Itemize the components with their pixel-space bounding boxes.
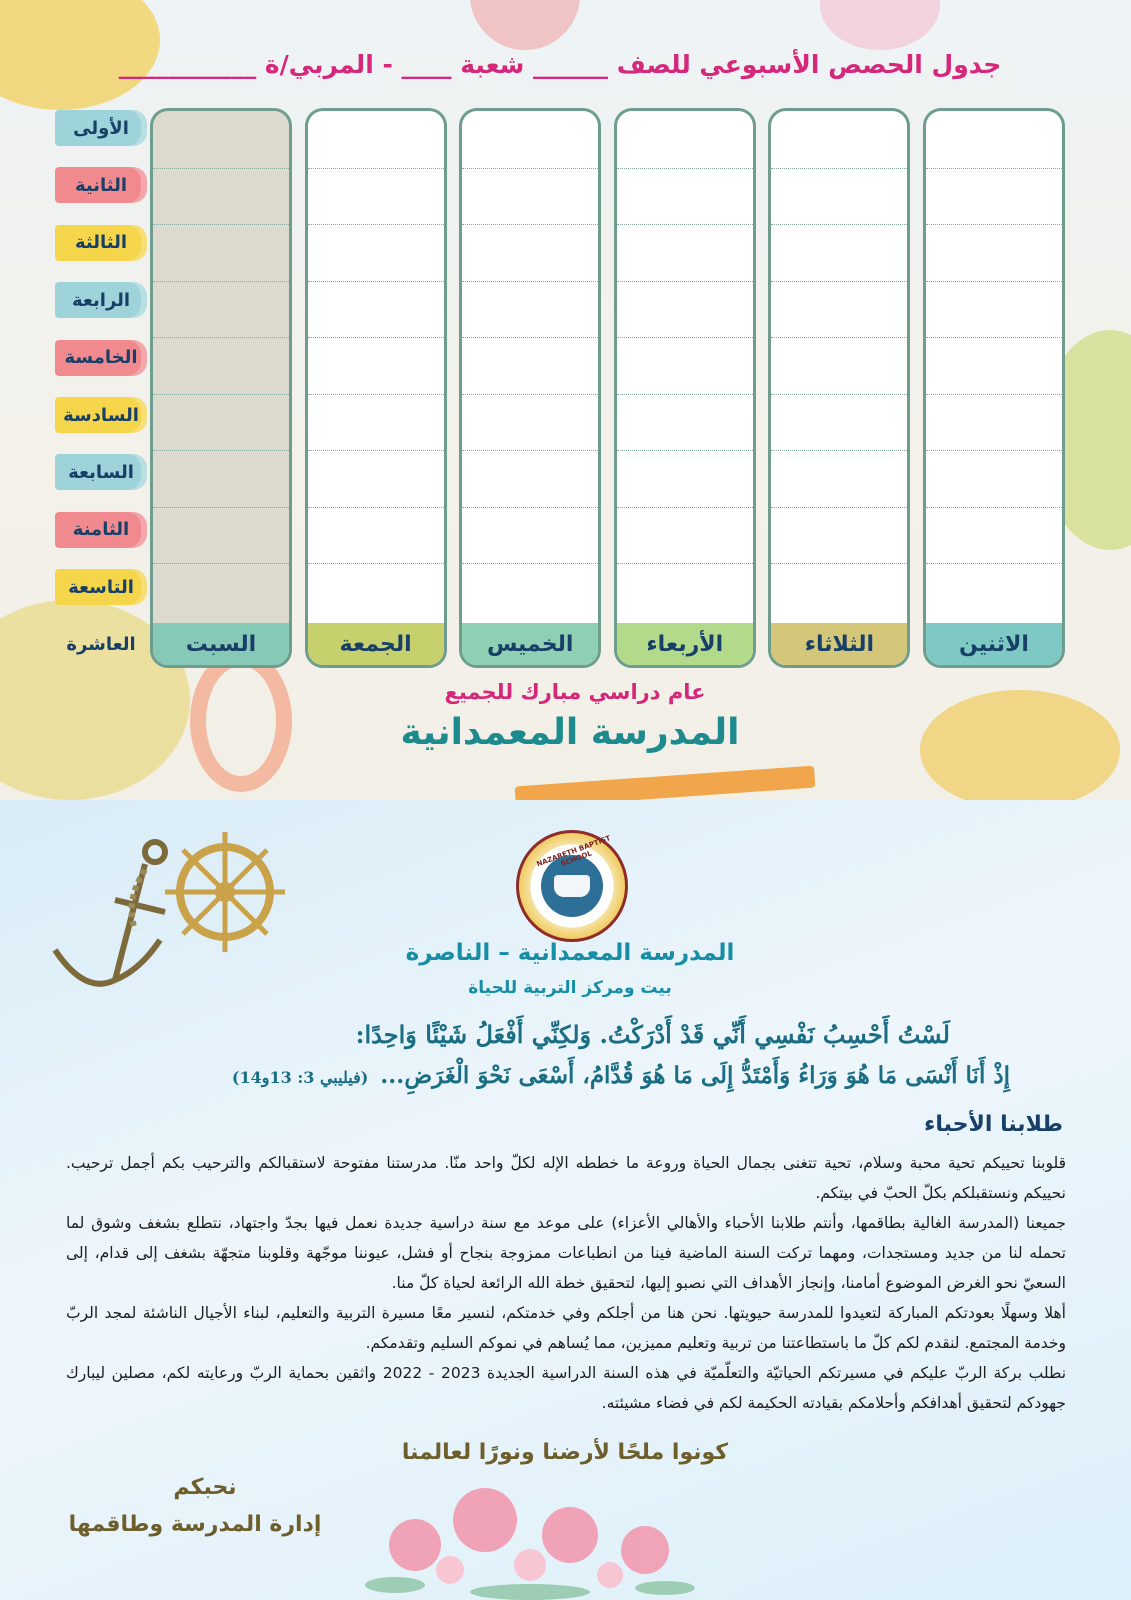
timetable-cell[interactable] xyxy=(462,281,598,338)
timetable-cell[interactable] xyxy=(462,450,598,507)
timetable-cell[interactable] xyxy=(926,168,1062,225)
ship-wheel-icon xyxy=(165,832,285,952)
day-label: الأربعاء xyxy=(617,623,753,665)
timetable-cell[interactable] xyxy=(771,111,907,168)
period-label: الثامنة xyxy=(55,512,147,548)
period-label: الرابعة xyxy=(55,282,147,318)
timetable-cell[interactable] xyxy=(926,563,1062,620)
decor-shape xyxy=(470,0,580,50)
period-label: الثانية xyxy=(55,167,147,203)
timetable-cell[interactable] xyxy=(462,394,598,451)
timetable-cell[interactable] xyxy=(308,337,444,394)
timetable-cell[interactable] xyxy=(617,224,753,281)
timetable-cell[interactable] xyxy=(308,450,444,507)
timetable-cell[interactable] xyxy=(462,111,598,168)
day-label: الخميس xyxy=(462,623,598,665)
decor-leaf xyxy=(920,690,1120,800)
timetable-cell[interactable] xyxy=(771,224,907,281)
letter-paragraph: جميعنا (المدرسة الغالية بطاقمها، وأنتم طلابنا الأحباء والأهالي الأعزاء) على موعد مع سنة دراسية جديدة نعمل فيها بجدّ واجتهاد، نتطلع بشغف وشوق لما تحمله لنا من جديد ومستجدات، ومهما تركت السنة الماضية فينا من انطباعات ممزوجة بنجاح أو فشل، عيوننا موجّهة وقلوبنا متجهّة بشغف إلى قدام، إلى السعيّ نحو الغرض الموضوع أمامنا، وإنجاز الأهداف التي نصبو إليها، لتحقيق خطة الله الرائعة لحياة كلّ منا. xyxy=(66,1214,1066,1292)
school-logo xyxy=(516,830,628,942)
timetable-cell[interactable] xyxy=(771,337,907,394)
letter-body xyxy=(66,1148,1066,1418)
letter-section xyxy=(0,800,1131,1600)
timetable-cell[interactable] xyxy=(617,507,753,564)
timetable-grid xyxy=(150,108,1065,668)
timetable-cell[interactable] xyxy=(153,111,289,168)
timetable-cell[interactable] xyxy=(617,337,753,394)
letter-greeting: طلابنا الأحباء xyxy=(924,1112,1063,1137)
timetable-subtitle: عام دراسي مبارك للجميع xyxy=(444,680,706,704)
period-label: السابعة xyxy=(55,454,147,490)
timetable-cell[interactable] xyxy=(926,224,1062,281)
timetable-cell[interactable] xyxy=(617,281,753,338)
timetable-cell[interactable] xyxy=(771,281,907,338)
timetable-cell[interactable] xyxy=(617,394,753,451)
timetable-cell[interactable] xyxy=(308,394,444,451)
school-name: المدرسة المعمدانية – الناصرة xyxy=(405,940,735,966)
timetable-cell[interactable] xyxy=(617,450,753,507)
timetable-cell[interactable] xyxy=(153,563,289,620)
school-motto: كونوا ملحًا لأرضنا ونورًا لعالمنا xyxy=(401,1440,729,1465)
verse-text: إِذْ أَنَا أَنْسَى مَا هُوَ وَرَاءُ وَأَمْتَدُّ إِلَى مَا هُوَ قُدَّامُ، أَسْعَى نَحْوَ الْغَرَضِ... xyxy=(380,1062,1010,1089)
timetable-cell[interactable] xyxy=(308,507,444,564)
timetable-cell[interactable] xyxy=(462,563,598,620)
bible-verse-line-2 xyxy=(110,1062,1010,1089)
pencil-decor xyxy=(515,766,816,800)
timetable-cell[interactable] xyxy=(308,111,444,168)
timetable-cell[interactable] xyxy=(153,337,289,394)
timetable-cell[interactable] xyxy=(308,224,444,281)
timetable-cell[interactable] xyxy=(771,563,907,620)
timetable-cell[interactable] xyxy=(771,450,907,507)
letter-paragraph: نطلب بركة الربّ عليكم في مسيرتكم الحياتيّة والتعلّميّة في هذه السنة الدراسية الجديدة 2023 - 2022 واثقين بحماية الربّ ورعايته لكم، مصلين ليبارك جهودكم لتحقيق أهدافكم وأحلامكم بقيادته الحكيمة لكم في فضاء مشيئته. xyxy=(66,1364,1067,1412)
timetable-cell[interactable] xyxy=(617,168,753,225)
timetable-cell[interactable] xyxy=(926,281,1062,338)
book-icon xyxy=(554,875,590,897)
school-slogan: بيت ومركز التربية للحياة xyxy=(468,978,672,998)
timetable-cell[interactable] xyxy=(926,111,1062,168)
timetable-cell[interactable] xyxy=(462,224,598,281)
timetable-cell[interactable] xyxy=(926,394,1062,451)
timetable-cell[interactable] xyxy=(617,111,753,168)
timetable-school-name: المدرسة المعمدانية xyxy=(400,712,740,753)
anchor-icon xyxy=(55,842,165,984)
anchor-wheel-illustration xyxy=(45,830,305,1000)
timetable-cell[interactable] xyxy=(771,394,907,451)
timetable-cell[interactable] xyxy=(926,337,1062,394)
timetable-cell[interactable] xyxy=(153,224,289,281)
decor-number xyxy=(190,650,292,792)
timetable-cell[interactable] xyxy=(771,168,907,225)
period-label: التاسعة xyxy=(55,569,147,605)
logo-text: NAZARETH BAPTIST SCHOOL xyxy=(535,834,612,869)
period-label: السادسة xyxy=(55,397,147,433)
timetable-cell[interactable] xyxy=(153,394,289,451)
period-label: الثالثة xyxy=(55,225,147,261)
closing-signature: إدارة المدرسة وطاقمها xyxy=(68,1512,322,1537)
timetable-cell[interactable] xyxy=(153,450,289,507)
timetable-cell[interactable] xyxy=(462,168,598,225)
day-column xyxy=(923,108,1065,668)
bible-verse-line-1: لَسْتُ أَحْسِبُ نَفْسِي أَنِّي قَدْ أَدْرَكْتُ. وَلكِنِّي أَفْعَلُ شَيْئًا وَاحِدًا: xyxy=(355,1020,950,1049)
verse-reference: (فيليبي 3: 13و14) xyxy=(231,1068,369,1087)
timetable-cell[interactable] xyxy=(926,507,1062,564)
flowers-illustration xyxy=(355,1450,705,1600)
timetable-cell[interactable] xyxy=(153,281,289,338)
day-column xyxy=(614,108,756,668)
timetable-cell[interactable] xyxy=(462,337,598,394)
decor-shape xyxy=(820,0,940,50)
timetable-cell[interactable] xyxy=(771,507,907,564)
timetable-title: جدول الحصص الأسبوعي للصف ______ شعبة ____ - المربي/ة ___________ xyxy=(118,50,1002,79)
period-label: الأولى xyxy=(55,110,147,146)
day-column xyxy=(459,108,601,668)
timetable-cell[interactable] xyxy=(926,450,1062,507)
period-label: العاشرة xyxy=(66,634,136,656)
closing-love: نحبكم xyxy=(173,1475,237,1500)
timetable-cell[interactable] xyxy=(308,563,444,620)
timetable-cell[interactable] xyxy=(153,168,289,225)
letter-paragraph: أهلا وسهلًا بعودتكم المباركة لتعيدوا للمدرسة حيويتها. نحن هنا من أجلكم وفي خدمتكم، لنسير معًا مسيرة التربية والتعليم، لبناء الأجيال الناشئة لمجد الربّ وخدمة المجتمع. لنقدم لكم كلّ ما باستطاعتنا من تربية وتعليم مميزين، مما يُساهم في نموكم السليم وتقدمكم. xyxy=(66,1304,1066,1352)
day-label: الاثنين xyxy=(926,623,1062,665)
timetable-cell[interactable] xyxy=(308,281,444,338)
period-label: الخامسة xyxy=(55,340,147,376)
timetable-cell[interactable] xyxy=(617,563,753,620)
day-label: الثلاثاء xyxy=(771,623,907,665)
letter-paragraph: قلوبنا تحييكم تحية محبة وسلام، تحية تتغنى بجمال الحياة وروعة ما خططه الإله لكلّ واحد منّا. مدرستنا مفتوحة لاستقبالكم والترحيب بكم أجمل ترحيب. نحييكم ونستقبلكم بكلّ الحبّ في بيتكم. xyxy=(66,1154,1066,1202)
day-column xyxy=(768,108,910,668)
day-label: الجمعة xyxy=(308,623,444,665)
timetable-cell[interactable] xyxy=(308,168,444,225)
day-column xyxy=(305,108,447,668)
timetable-cell[interactable] xyxy=(153,507,289,564)
day-label: السبت xyxy=(153,623,289,665)
timetable-cell[interactable] xyxy=(462,507,598,564)
day-column xyxy=(150,108,292,668)
